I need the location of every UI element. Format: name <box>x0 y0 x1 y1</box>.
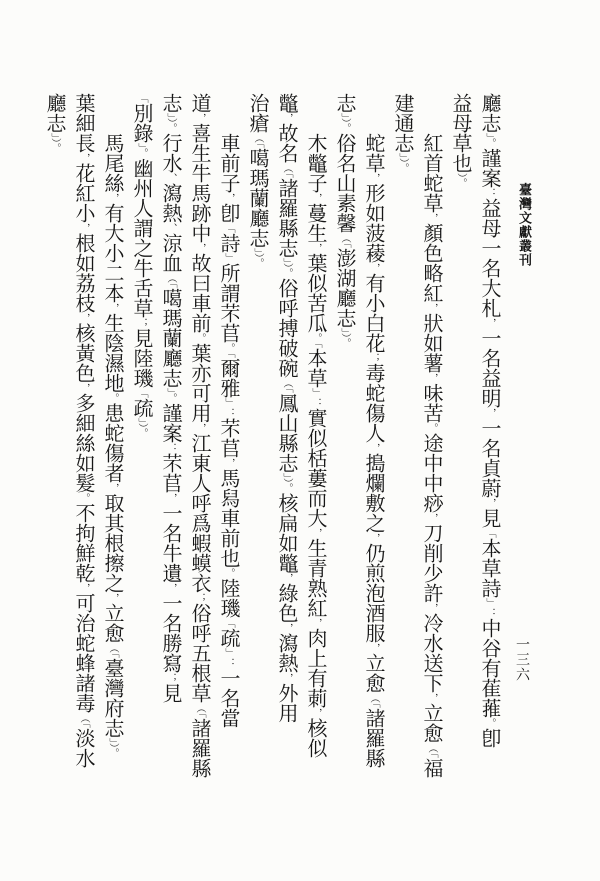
text-column: 志」）。俗名山素馨（「澎湖廳志」）。 <box>333 93 355 348</box>
punctuation: 」 <box>136 143 147 148</box>
punctuation: 。 <box>397 163 408 173</box>
punctuation: （ <box>281 378 292 388</box>
text-column: 葉細長，花紅小，根如荔枝，核黃色，多細絲如髮。不拘鮮乾，可治蛇蜂諸毒（「淡水 <box>72 93 94 768</box>
punctuation: ， <box>78 223 89 233</box>
punctuation: （ <box>165 273 176 283</box>
punctuation: 」 <box>339 113 350 118</box>
punctuation: 。 <box>165 123 176 133</box>
punctuation: ， <box>426 303 437 313</box>
punctuation: ， <box>223 193 234 203</box>
punctuation: ， <box>194 113 205 123</box>
punctuation: 」 <box>223 398 234 408</box>
punctuation: 」 <box>484 133 495 138</box>
punctuation: ） <box>107 743 118 748</box>
punctuation: 」 <box>165 113 176 118</box>
text-column: 車前子，卽「詩」所謂芣苢。「爾雅」：芣苢，馬舄車前也。陸璣「疏」：一名當 <box>217 133 239 728</box>
punctuation: ， <box>107 303 118 313</box>
punctuation: 」 <box>281 258 292 263</box>
punctuation: ， <box>281 623 292 633</box>
punctuation: ， <box>368 443 379 453</box>
text-column: 志」）。行水、瀉熱、涼血（「噶瑪蘭廳志」。謹案：芣苢，一名牛遺，一名勝寫；見 <box>159 93 181 703</box>
punctuation: ， <box>426 603 437 613</box>
punctuation: ， <box>107 193 118 203</box>
punctuation: 。 <box>107 748 118 758</box>
punctuation: ） <box>49 138 60 143</box>
punctuation: 「 <box>339 243 350 248</box>
punctuation: 。 <box>136 148 147 158</box>
punctuation: 」 <box>49 133 60 138</box>
text-column: 治瘡（「噶瑪蘭廳志」）。 <box>246 93 268 268</box>
punctuation: （ <box>426 743 437 753</box>
punctuation: 、 <box>165 223 176 233</box>
punctuation: ： <box>484 608 495 618</box>
punctuation: ： <box>310 398 321 408</box>
punctuation: ， <box>484 498 495 508</box>
punctuation: 。 <box>49 143 60 153</box>
punctuation: 「 <box>252 143 263 148</box>
punctuation: 。 <box>223 343 234 353</box>
punctuation: ， <box>368 643 379 653</box>
punctuation: （ <box>368 693 379 703</box>
punctuation: ： <box>484 188 495 198</box>
punctuation: 「 <box>310 343 321 348</box>
punctuation: 「 <box>368 703 379 708</box>
page-number: 一三六 <box>514 637 529 682</box>
text-column: 鼈，故名（「諸羅縣志」）。俗呼搏破碗（「鳳山縣志」）。核扁如鼈，綠色，瀉熱，外用 <box>275 93 297 723</box>
punctuation: （ <box>281 163 292 173</box>
punctuation: ， <box>484 318 495 328</box>
text-column: 「別錄」。幽州人謂之牛舌草；見陸璣「疏」）。 <box>130 93 152 438</box>
punctuation: ， <box>78 153 89 163</box>
text-column: 馬尾絲，有大小二本，生陰濕地。患蛇傷者，取其根擦之，立愈（「臺灣府志」）。 <box>101 133 123 758</box>
punctuation: ， <box>281 113 292 123</box>
punctuation: 「 <box>136 388 147 398</box>
punctuation: 「 <box>194 713 205 718</box>
punctuation: ， <box>310 618 321 628</box>
punctuation: 。 <box>136 428 147 438</box>
punctuation: 「 <box>78 723 89 728</box>
punctuation: ， <box>223 458 234 468</box>
text-column: 蛇草，形如菠薐，有小白花；毒蛇傷人，搗爛敷之，仍煎泡酒服，立愈（「諸羅縣 <box>362 133 384 768</box>
text-column: 廳志」）。 <box>43 93 65 153</box>
punctuation: 」 <box>397 153 408 158</box>
punctuation: ， <box>165 493 176 503</box>
punctuation: 」 <box>223 648 234 658</box>
punctuation: ） <box>252 253 263 258</box>
punctuation: 、 <box>165 173 176 183</box>
punctuation: 。 <box>339 338 350 348</box>
punctuation: 。 <box>455 178 466 188</box>
punctuation: ， <box>78 383 89 393</box>
punctuation: 。 <box>281 268 292 278</box>
punctuation: 。 <box>339 123 350 133</box>
punctuation: ） <box>281 263 292 268</box>
punctuation: ， <box>368 533 379 543</box>
punctuation: ， <box>484 408 495 418</box>
punctuation: 」 <box>252 248 263 253</box>
punctuation: ） <box>339 333 350 338</box>
punctuation: ： <box>223 408 234 418</box>
punctuation: 「 <box>223 618 234 628</box>
punctuation: ， <box>310 708 321 718</box>
text-column: 廳志」。謹案：益母一名大札，一名益明，一名貞蔚，見「本草詩」：中谷有萑蓷。卽 <box>478 93 500 748</box>
punctuation: 。 <box>426 423 437 433</box>
punctuation: 「 <box>107 653 118 658</box>
punctuation: 」 <box>107 738 118 743</box>
punctuation: ， <box>426 373 437 383</box>
punctuation: （ <box>194 703 205 713</box>
punctuation: 「 <box>426 753 437 758</box>
punctuation: ） <box>136 423 147 428</box>
punctuation: 」 <box>339 328 350 333</box>
punctuation: 。 <box>484 718 495 728</box>
punctuation: ： <box>165 443 176 453</box>
punctuation: ） <box>455 173 466 178</box>
punctuation: 」 <box>484 598 495 608</box>
punctuation: ； <box>194 593 205 603</box>
punctuation: ； <box>136 318 147 328</box>
punctuation: 」 <box>310 388 321 398</box>
text-columns <box>40 93 504 808</box>
punctuation: 。 <box>281 483 292 493</box>
text-column: 紅首蛇草，顏色略紅，狀如薯，味苦。途中中痧，刀削少許，冷水送下，立愈（「福 <box>420 133 442 778</box>
punctuation: ， <box>426 513 437 523</box>
punctuation: ） <box>339 118 350 123</box>
punctuation: ， <box>78 313 89 323</box>
punctuation: ， <box>165 583 176 593</box>
punctuation: 「 <box>165 283 176 288</box>
punctuation: ， <box>310 193 321 203</box>
punctuation: ， <box>310 528 321 538</box>
punctuation: ） <box>165 118 176 123</box>
punctuation: 。 <box>484 138 495 148</box>
punctuation: 「 <box>281 173 292 178</box>
punctuation: ， <box>426 213 437 223</box>
text-column: 益母草也）。 <box>449 93 471 188</box>
punctuation: 。 <box>165 393 176 403</box>
punctuation: ， <box>426 693 437 703</box>
punctuation: 「 <box>281 388 292 393</box>
text-column: 建通志」）。 <box>391 93 413 173</box>
punctuation: （ <box>78 713 89 723</box>
punctuation: 。 <box>194 333 205 343</box>
punctuation: 。 <box>78 493 89 503</box>
running-header: 臺灣文獻叢刊 <box>517 183 532 267</box>
text-column: 道，喜生牛馬跡中，故曰車前。葉亦可用，江東人呼爲蝦蟆衣；俗呼五根草（「諸羅縣 <box>188 93 210 778</box>
punctuation: ， <box>107 593 118 603</box>
punctuation: ； <box>165 673 176 683</box>
punctuation: 「 <box>136 93 147 103</box>
punctuation: ， <box>281 673 292 683</box>
punctuation: ） <box>281 478 292 483</box>
punctuation: ） <box>397 158 408 163</box>
punctuation: （ <box>107 643 118 653</box>
punctuation: 」 <box>165 388 176 393</box>
punctuation: 」 <box>223 253 234 263</box>
punctuation: ， <box>194 423 205 433</box>
punctuation: （ <box>252 133 263 143</box>
text-column: 木鼈子，蔓生，葉似苦瓜。「本草」：實似栝蔞而大，生青熟紅，肉上有莿，核似 <box>304 133 326 758</box>
punctuation: ， <box>368 173 379 183</box>
punctuation: ， <box>368 263 379 273</box>
punctuation: 。 <box>252 258 263 268</box>
punctuation: ， <box>281 573 292 583</box>
punctuation: ， <box>107 483 118 493</box>
punctuation: 」 <box>281 473 292 478</box>
punctuation: ， <box>78 583 89 593</box>
punctuation: 」 <box>136 418 147 423</box>
punctuation: 「 <box>484 528 495 538</box>
punctuation: 。 <box>310 333 321 343</box>
punctuation: 。 <box>107 393 118 403</box>
punctuation: 「 <box>223 353 234 358</box>
punctuation: ， <box>310 243 321 253</box>
punctuation: ： <box>223 658 234 668</box>
punctuation: 。 <box>223 568 234 578</box>
punctuation: ； <box>368 353 379 363</box>
punctuation: 「 <box>223 223 234 233</box>
punctuation: （ <box>339 233 350 243</box>
punctuation: ， <box>194 243 205 253</box>
